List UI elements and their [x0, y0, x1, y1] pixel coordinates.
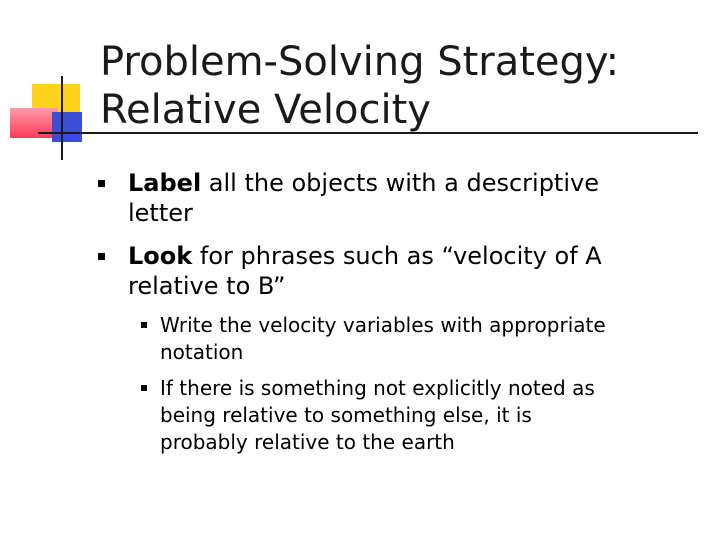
bullet-text-continued: letter — [128, 199, 193, 227]
sub-bullet-text-continued: notation — [160, 340, 244, 364]
square-bullet-icon — [141, 385, 147, 391]
sub-bullet-text: If there is something not explicitly noted as — [160, 376, 595, 400]
square-bullet-icon — [98, 253, 105, 260]
bullet-bold-label: Look — [128, 242, 193, 270]
decor-blue-square — [52, 112, 82, 142]
sub-bullet-text-continued: probably relative to the earth — [160, 430, 455, 454]
bullet-bold-label: Label — [128, 169, 202, 197]
decor-vertical-rule — [61, 76, 63, 160]
bullet-text-continued: relative to B” — [128, 272, 286, 300]
title-line-2: Relative Velocity — [100, 87, 431, 133]
sub-bullet-text: Write the velocity variables with appropriate — [160, 313, 606, 337]
bullet-text: for phrases such as “velocity of A — [192, 242, 602, 270]
slide-title — [100, 38, 700, 134]
bullet-text: all the objects with a descriptive — [201, 169, 599, 197]
square-bullet-icon — [141, 322, 147, 328]
sub-bullet-text-continued: being relative to something else, it is — [160, 403, 532, 427]
square-bullet-icon — [98, 180, 105, 187]
title-line-1: Problem-Solving Strategy: — [100, 39, 620, 85]
